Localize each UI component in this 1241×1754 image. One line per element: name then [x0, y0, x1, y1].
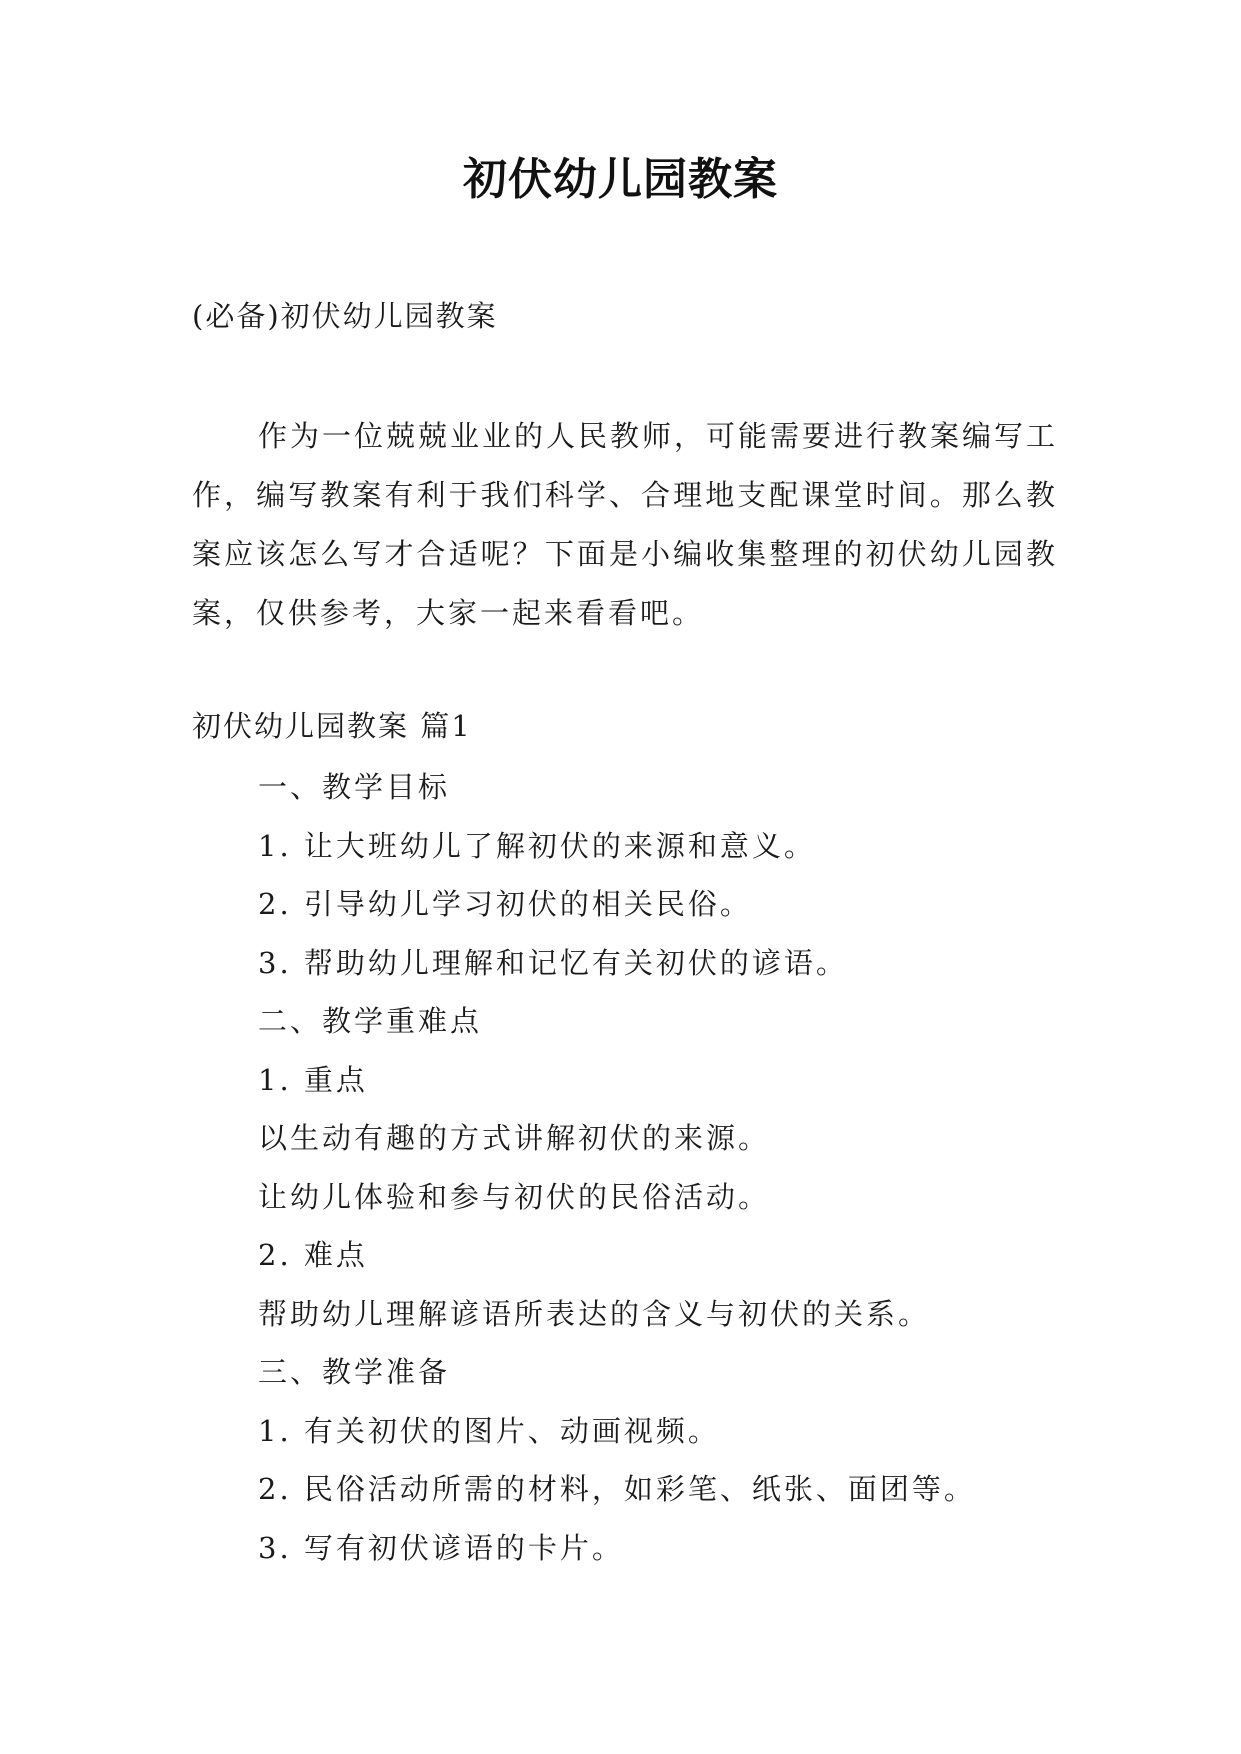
lesson-content — [258, 758, 976, 1577]
goal-item: 3. 帮助幼儿理解和记忆有关初伏的谚语。 — [258, 945, 848, 980]
heading-teaching-goals: 一、教学目标 — [258, 770, 451, 804]
subheading-key-point: 1. 重点 — [258, 1062, 368, 1097]
heading-teaching-preparation: 三、教学准备 — [258, 1355, 451, 1389]
goal-item: 2. 引导幼儿学习初伏的相关民俗。 — [258, 887, 752, 921]
goal-item: 1. 让大班幼儿了解初伏的来源和意义。 — [258, 828, 816, 863]
preparation-item: 1. 有关初伏的图片、动画视频。 — [258, 1413, 720, 1448]
preparation-item: 2. 民俗活动所需的材料，如彩笔、纸张、面团等。 — [258, 1472, 976, 1506]
preparation-item: 3. 写有初伏谚语的卡片。 — [258, 1530, 624, 1565]
heading-key-difficult-points: 二、教学重难点 — [258, 1004, 483, 1038]
document-title: 初伏幼儿园教案 — [463, 154, 778, 205]
document-subtitle: (必备)初伏幼儿园教案 — [192, 299, 498, 333]
key-point-item: 以生动有趣的方式讲解初伏的来源。 — [258, 1121, 771, 1155]
key-point-item: 让幼儿体验和参与初伏的民俗活动。 — [258, 1179, 771, 1214]
section-heading: 初伏幼儿园教案 篇1 — [192, 709, 472, 743]
subheading-difficult-point: 2. 难点 — [258, 1238, 368, 1272]
difficult-point-item: 帮助幼儿理解谚语所表达的含义与初伏的关系。 — [258, 1296, 931, 1331]
intro-paragraph: 作为一位兢兢业业的人民教师，可能需要进行教案编写工作，编写教案有利于我们科学、合理地支配课堂时间。那么教案应该怎么写才合适呢？下面是小编收集整理的初伏幼儿园教案，仅供参考，大家一起来看看吧。 — [192, 419, 1059, 630]
